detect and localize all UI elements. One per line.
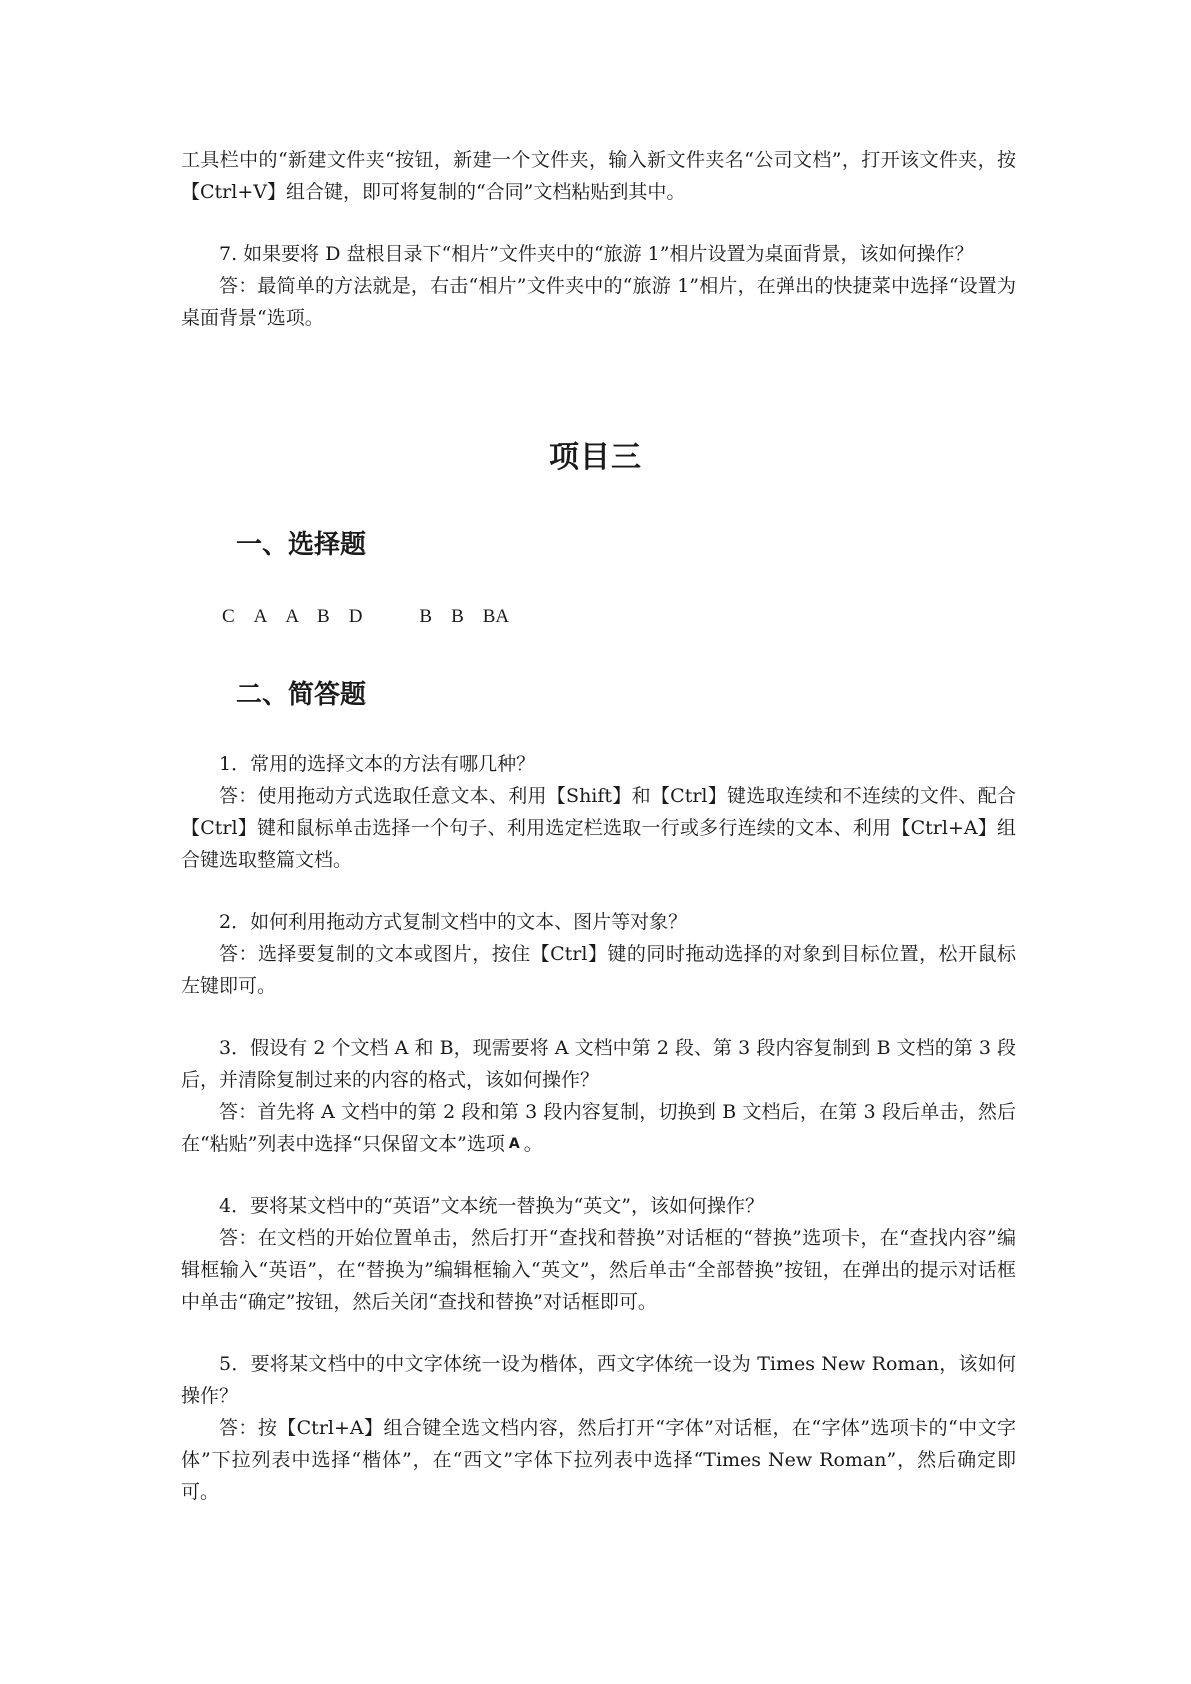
choice-answers: C A A B D B B BA [222, 606, 510, 627]
section-heading-short-answer: 二、简答题 [236, 680, 367, 710]
answer-3-end: 。 [523, 1133, 543, 1155]
answer-3 [181, 1096, 1016, 1160]
answer-7: 答：最简单的方法就是，右击“相片”文件夹中的“旅游 1”相片，在弹出的快捷菜中选择“设置为桌面背景“选项。 [181, 275, 1016, 329]
question-1: 1．常用的选择文本的方法有哪几种？ [219, 753, 536, 775]
answer-3-text: 答：首先将 A 文档中的第 2 段和第 3 段内容复制，切换到 B 文档后，在第 3 段后单击，然后在“粘贴”列表中选择“只保留文本”选项 [181, 1101, 1016, 1155]
question-7: 7. 如果要将 D 盘根目录下“相片”文件夹中的“旅游 1”相片设置为桌面背景，该如何操作？ [219, 243, 974, 265]
answer-2: 答：选择要复制的文本或图片，按住【Ctrl】键的同时拖动选择的对象到目标位置，松开鼠标左键即可。 [181, 943, 1016, 997]
answer-5: 答：按【Ctrl+A】组合键全选文档内容，然后打开“字体”对话框，在“字体”选项卡的“中文字体”下拉列表中选择“楷体”，在“西文”字体下拉列表中选择“Times New Roman”，然后确定即可。 [181, 1417, 1016, 1503]
paragraph-continued: 工具栏中的“新建文件夹“按钮，新建一个文件夹，输入新文件夹名“公司文档”，打开该文件夹，按【Ctrl+V】组合键，即可将复制的“合同”文档粘贴到其中。 [181, 149, 1016, 203]
question-4: 4．要将某文档中的“英语”文本统一替换为“英文”，该如何操作？ [219, 1195, 764, 1217]
page-title: 项目三 [549, 440, 642, 475]
answer-4: 答：在文档的开始位置单击，然后打开“查找和替换”对话框的“替换”选项卡，在“查找内容”编辑框输入“英语”，在“替换为”编辑框输入“英文”，然后单击“全部替换”按钮，在弹出的提示对话框中单击“确定”按钮，然后关闭“查找和替换”对话框即可。 [181, 1227, 1016, 1313]
text-format-icon: A [508, 1136, 520, 1152]
question-5: 5．要将某文档中的中文字体统一设为楷体，西文字体统一设为 Times New Roman，该如何操作？ [181, 1353, 1016, 1407]
section-heading-choice: 一、选择题 [236, 530, 367, 560]
question-2: 2．如何利用拖动方式复制文档中的文本、图片等对象？ [219, 911, 688, 933]
question-3: 3．假设有 2 个文档 A 和 B，现需要将 A 文档中第 2 段、第 3 段内容复制到 B 文档的第 3 段后，并清除复制过来的内容的格式，该如何操作？ [181, 1037, 1016, 1091]
answer-1: 答：使用拖动方式选取任意文本、利用【Shift】和【Ctrl】键选取连续和不连续的文件、配合【Ctrl】键和鼠标单击选择一个句子、利用选定栏选取一行或多行连续的文本、利用【Ctrl+A】组合键选取整篇文档。 [181, 785, 1016, 871]
